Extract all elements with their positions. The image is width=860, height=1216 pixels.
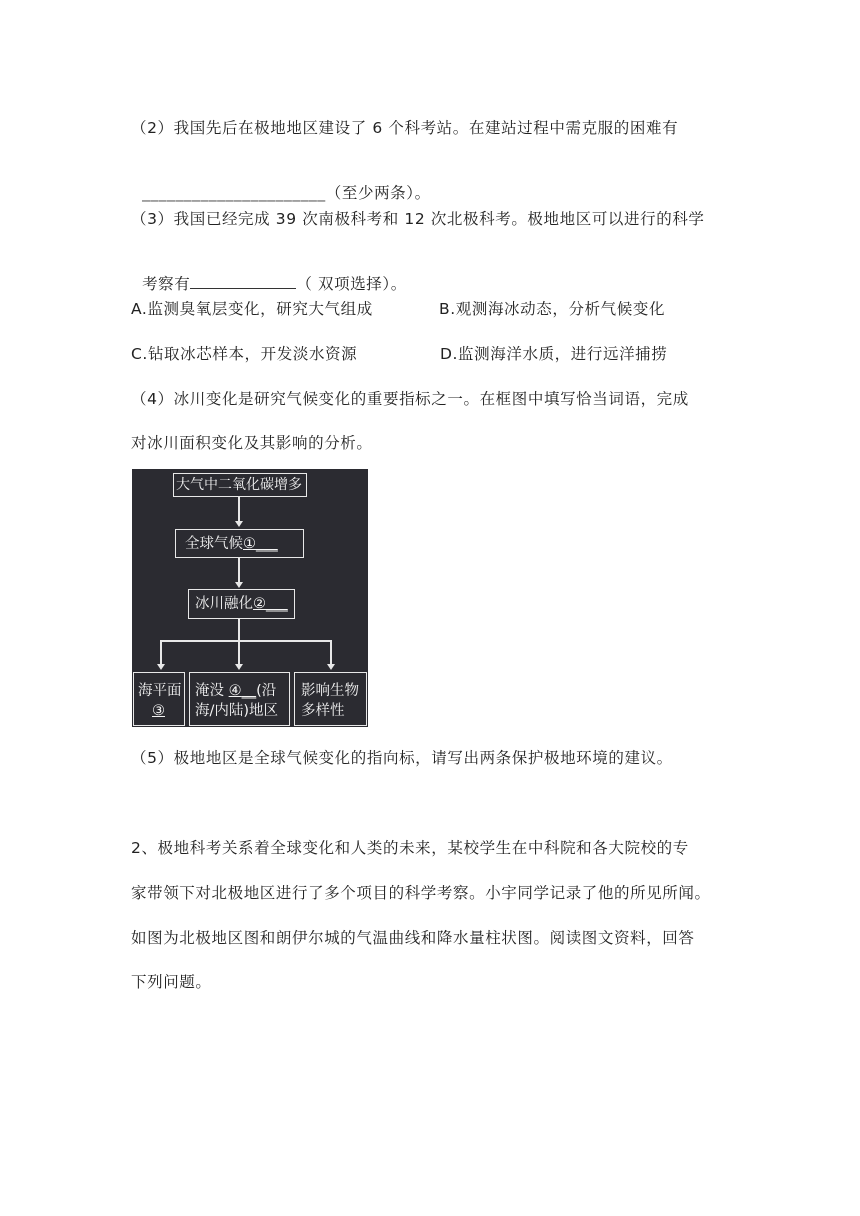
question-3-answer-line <box>131 254 407 294</box>
flowchart-leaf-biodiversity: 影响生物 多样性 <box>294 672 367 726</box>
question-2-stem-line4: 下列问题。 <box>131 973 212 991</box>
option-c[interactable]: C.钻取冰芯样本，开发淡水资源 <box>131 345 358 363</box>
option-d[interactable]: D.监测海洋水质，进行远洋捕捞 <box>440 345 668 363</box>
flowchart-node-climate: 全球气候①___ <box>175 529 304 558</box>
question-5-text: （5）极地地区是全球气候变化的指向标，请写出两条保护极地环境的建议。 <box>131 749 673 767</box>
flowchart-leaf-flooding: 淹没 ④__(沿 海/内陆)地区 <box>189 672 290 726</box>
flowchart-connector <box>238 497 240 523</box>
answer-blank[interactable] <box>190 274 296 289</box>
flowchart-connector <box>238 640 240 664</box>
option-a[interactable]: A.监测臭氧层变化，研究大气组成 <box>131 300 373 318</box>
question-4-text-cont: 对冰川面积变化及其影响的分析。 <box>131 434 373 452</box>
flowchart-branch <box>160 640 332 642</box>
question-3-suffix: （ 双项选择）。 <box>296 275 407 293</box>
flowchart-connector <box>238 619 240 641</box>
flowchart-node-co2: 大气中二氧化碳增多 <box>173 473 307 497</box>
arrow-down-icon <box>235 664 243 670</box>
question-3-text: （3）我国已经完成 39 次南极科考和 12 次北极科考。极地地区可以进行的科学 <box>131 210 705 228</box>
flowchart-diagram <box>132 469 368 727</box>
question-2-stem-line2: 家带领下对北极地区进行了多个项目的科学考察。小宇同学记录了他的所见所闻。 <box>131 884 711 902</box>
question-2-answer-line <box>131 163 431 203</box>
question-3-prefix: 考察有 <box>142 275 191 293</box>
flowchart-connector <box>160 640 162 664</box>
arrow-down-icon <box>327 664 335 670</box>
flowchart-leaf-sea-level: 海平面 ③ <box>133 672 185 726</box>
arrow-down-icon <box>235 582 243 588</box>
question-2-stem-line3: 如图为北极地区图和朗伊尔城的气温曲线和降水量柱状图。阅读图文资料，回答 <box>131 929 695 947</box>
flowchart-node-glacier: 冰川融化②___ <box>188 589 295 619</box>
question-2-text: （2）我国先后在极地地区建设了 6 个科考站。在建站过程中需克服的困难有 <box>131 119 679 137</box>
arrow-down-icon <box>235 521 243 527</box>
arrow-down-icon <box>157 664 165 670</box>
option-b[interactable]: B.观测海冰动态，分析气候变化 <box>439 300 666 318</box>
question-2-suffix: （至少两条）。 <box>325 184 431 202</box>
flowchart-connector <box>330 640 332 664</box>
flowchart-connector <box>238 558 240 584</box>
question-4-text: （4）冰川变化是研究气候变化的重要指标之一。在框图中填写恰当词语，完成 <box>131 390 689 408</box>
question-2-stem-line1: 2、极地科考关系着全球变化和人类的未来，某校学生在中科院和各大院校的专 <box>131 839 689 857</box>
answer-blank[interactable]: ______________________ <box>142 184 326 202</box>
